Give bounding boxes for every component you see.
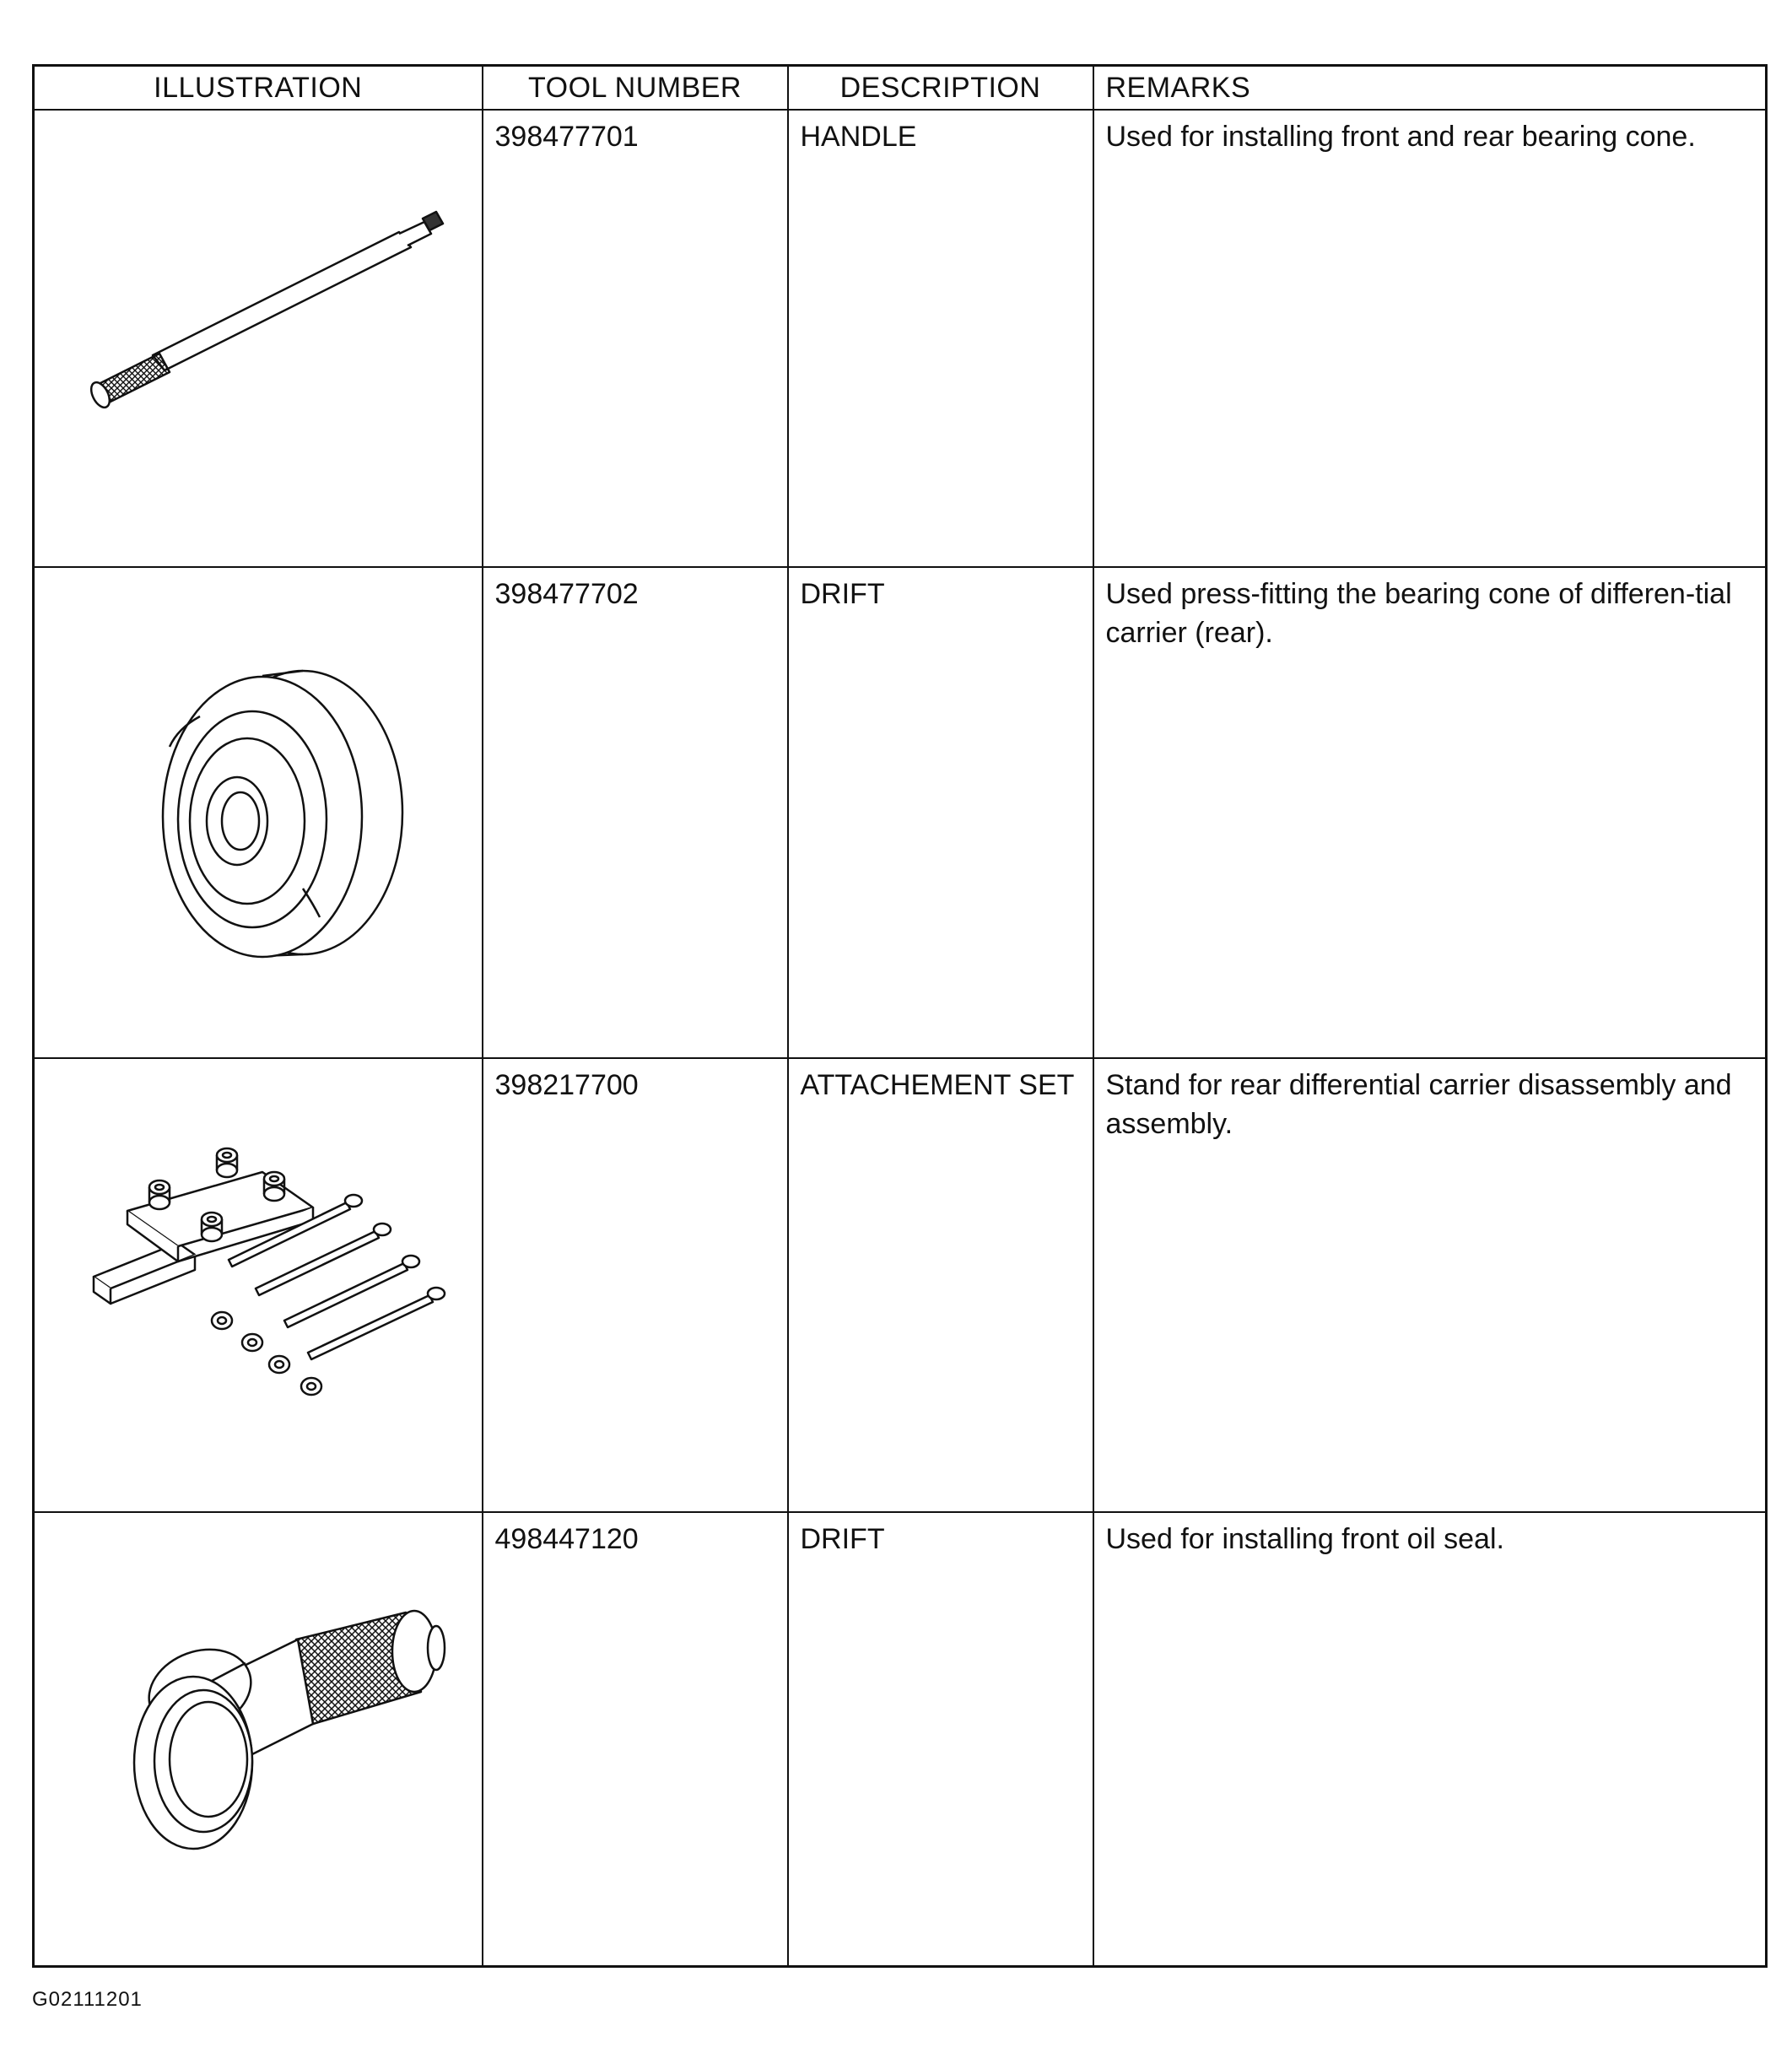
tool-remarks: Used for installing front oil seal. bbox=[1105, 1523, 1504, 1555]
seal-drift-icon bbox=[35, 1513, 483, 1967]
tool-number-cell bbox=[483, 110, 788, 567]
illustration-cell bbox=[34, 567, 483, 1058]
tool-description: HANDLE bbox=[800, 121, 917, 153]
tool-remarks: Stand for rear differential carrier disassembly and assembly. bbox=[1105, 1069, 1732, 1140]
tool-number: 398217700 bbox=[494, 1069, 639, 1101]
table-row bbox=[34, 1512, 1767, 1966]
description-cell bbox=[788, 1058, 1093, 1512]
header-description: DESCRIPTION bbox=[788, 66, 1093, 111]
special-tools-table bbox=[32, 64, 1768, 1968]
description-cell bbox=[788, 567, 1093, 1058]
tool-remarks: Used press-fitting the bearing cone of differen-tial carrier (rear). bbox=[1105, 578, 1732, 649]
remarks-cell bbox=[1093, 110, 1767, 567]
table-row bbox=[34, 110, 1767, 567]
tool-number-cell bbox=[483, 1058, 788, 1512]
remarks-cell bbox=[1093, 567, 1767, 1058]
table-header-row bbox=[34, 66, 1767, 111]
illustration-cell bbox=[34, 110, 483, 567]
header-illustration: ILLUSTRATION bbox=[34, 66, 483, 111]
tool-number: 398477701 bbox=[494, 121, 639, 153]
description-cell bbox=[788, 110, 1093, 567]
tool-number-cell bbox=[483, 567, 788, 1058]
description-cell bbox=[788, 1512, 1093, 1966]
remarks-cell bbox=[1093, 1512, 1767, 1966]
illustration-cell bbox=[34, 1512, 483, 1966]
handle-rod-icon bbox=[35, 111, 483, 568]
illustration-cell bbox=[34, 1058, 483, 1512]
figure-code: G02111201 bbox=[32, 1988, 143, 2011]
tool-description: DRIFT bbox=[800, 578, 885, 610]
attachment-set-icon bbox=[35, 1059, 483, 1513]
remarks-cell bbox=[1093, 1058, 1767, 1512]
tool-description: DRIFT bbox=[800, 1523, 885, 1555]
table-row bbox=[34, 567, 1767, 1058]
header-tool-number: TOOL NUMBER bbox=[483, 66, 788, 111]
drift-disc-icon bbox=[35, 568, 483, 1059]
header-remarks: REMARKS bbox=[1093, 66, 1767, 111]
table-row bbox=[34, 1058, 1767, 1512]
tool-number-cell bbox=[483, 1512, 788, 1966]
tool-number: 498447120 bbox=[494, 1523, 639, 1555]
tool-remarks: Used for installing front and rear bearing cone. bbox=[1105, 121, 1696, 153]
tool-number: 398477702 bbox=[494, 578, 639, 610]
tool-description: ATTACHEMENT SET bbox=[800, 1069, 1075, 1101]
